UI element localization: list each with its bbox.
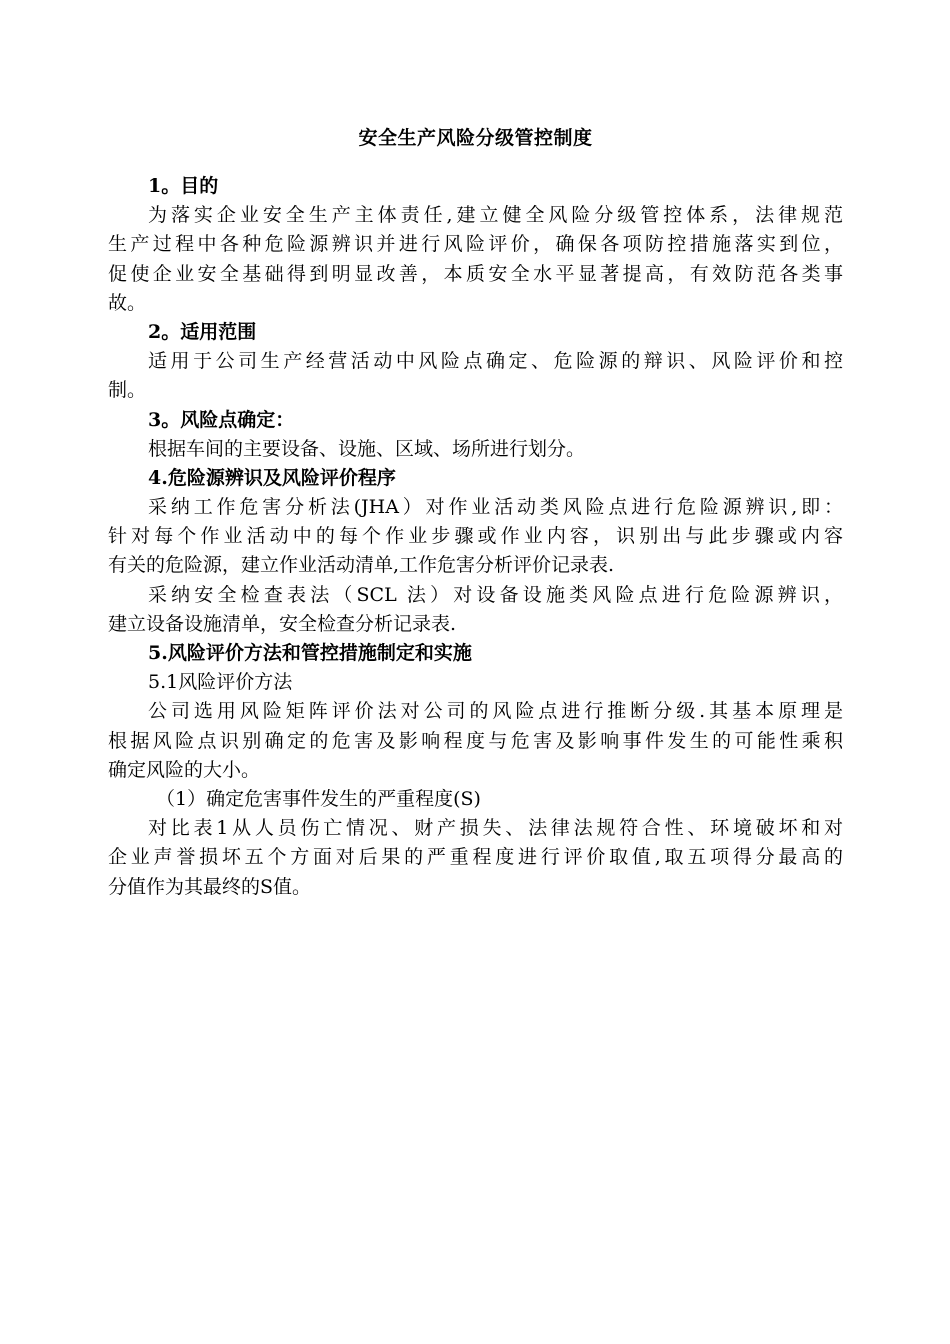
- paragraph-line: 分值作为其最终的S值。: [108, 875, 312, 898]
- paragraph-line: 针对每个作业活动中的每个作业步骤或作业内容，识别出与此步骤或内容: [108, 525, 843, 548]
- paragraph-line: 公司选用风险矩阵评价法对公司的风险点进行推断分级.其基本原理是: [148, 700, 843, 723]
- list-item-heading: （1）确定危害事件发生的严重程度(S): [156, 787, 481, 810]
- paragraph-line: 确定风险的大小。: [108, 758, 261, 781]
- paragraph-line: 根据风险点识别确定的危害及影响程度与危害及影响事件发生的可能性乘积: [108, 729, 843, 752]
- document-body: [108, 172, 843, 902]
- paragraph-line: 采纳安全检查表法（SCL 法）对设备设施类风险点进行危险源辨识，: [148, 583, 843, 606]
- paragraph-line: 对比表1从人员伤亡情况、财产损失、法律法规符合性、环境破坏和对: [148, 817, 843, 840]
- section-heading-purpose: 1。目的: [148, 175, 219, 197]
- section-heading-hazard-identification: 4.危险源辨识及风险评价程序: [148, 466, 396, 489]
- section-heading-risk-points: 3。风险点确定：: [148, 408, 295, 431]
- paragraph-line: 建立设备设施清单，安全检查分析记录表.: [108, 612, 457, 635]
- paragraph-line: 生产过程中各种危险源辨识并进行风险评价，确保各项防控措施落实到位，: [108, 233, 843, 256]
- paragraph-line: 故。: [108, 291, 147, 314]
- paragraph-line: 制。: [108, 379, 147, 402]
- paragraph-line: 有关的危险源，建立作业活动清单,工作危害分析评价记录表.: [108, 554, 615, 577]
- subsection-heading: 5.1风险评价方法: [148, 671, 293, 694]
- section-heading-scope: 2。适用范围: [148, 320, 257, 343]
- paragraph-line: 为落实企业安全生产主体责任,建立健全风险分级管控体系，法律规范: [148, 204, 843, 227]
- paragraph-line: 采纳工作危害分析法(JHA）对作业活动类风险点进行危险源辨识,即：: [148, 496, 843, 519]
- paragraph-line: 促使企业安全基础得到明显改善，本质安全水平显著提高，有效防范各类事: [108, 262, 843, 285]
- document-title: 安全生产风险分级管控制度: [358, 127, 593, 149]
- section-heading-evaluation-methods: 5.风险评价方法和管控措施制定和实施: [148, 642, 472, 664]
- paragraph-line: 根据车间的主要设备、设施、区域、场所进行划分。: [148, 437, 586, 460]
- paragraph-line: 企业声誉损坏五个方面对后果的严重程度进行评价取值,取五项得分最高的: [108, 846, 843, 869]
- paragraph-line: 适用于公司生产经营活动中风险点确定、危险源的辩识、风险评价和控: [148, 350, 843, 373]
